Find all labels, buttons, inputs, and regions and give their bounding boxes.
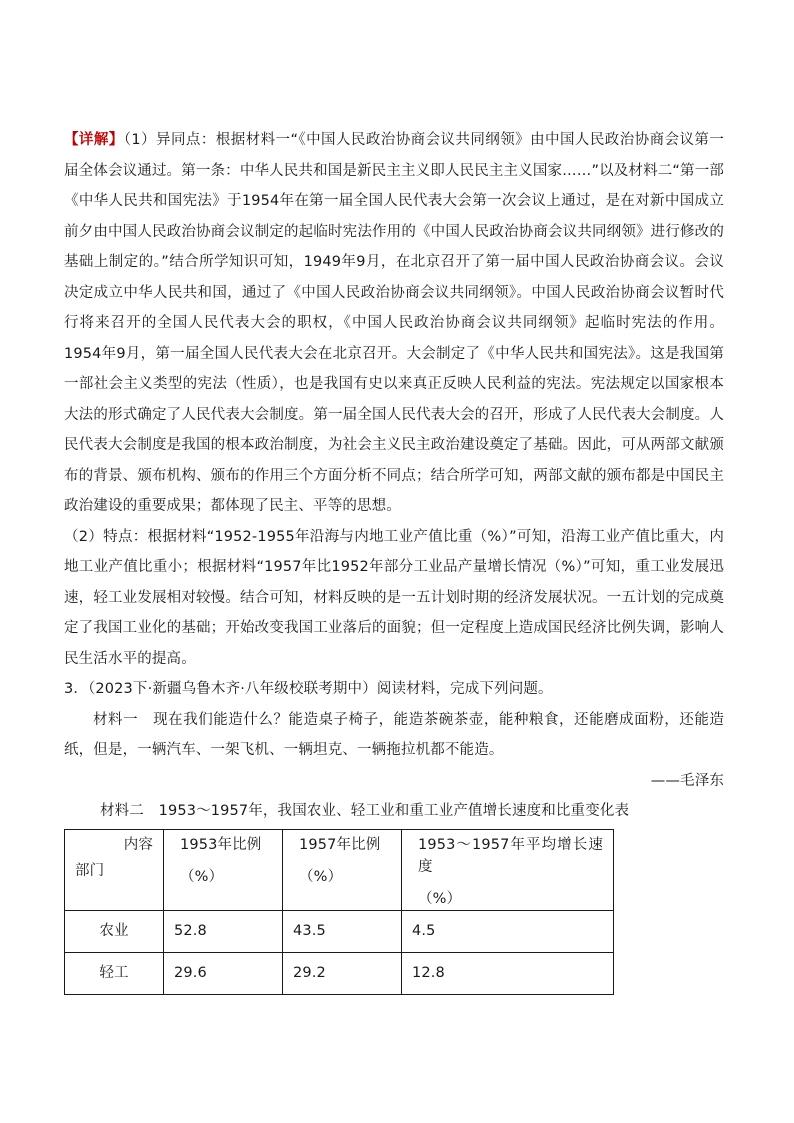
cell-1957: 29.2 [283, 952, 402, 994]
table-header-cell: 1953～1957年平均增长速度 （%） [402, 829, 614, 910]
question-header: 3．（2023下·新疆乌鲁木齐·八年级校联考期中）阅读材料，完成下列问题。 [64, 681, 553, 697]
answer-part1 [64, 125, 724, 522]
table-row [65, 952, 614, 994]
cell-growth: 12.8 [402, 952, 614, 994]
material2-caption: 材料二 1953～1957年，我国农业、轻工业和重工业产值增长速度和比重变化表 [100, 803, 630, 819]
page-content [64, 125, 724, 995]
cell-1953: 52.8 [164, 910, 283, 952]
answer-tag: 【详解】 [64, 132, 124, 148]
corner-sector-label: 部门 [75, 862, 105, 879]
table-row [65, 910, 614, 952]
corner-content-label: 内容 [123, 836, 153, 853]
material1-text: 材料一 现在我们能造什么？能造桌子椅子，能造茶碗茶壶，能种粮食，还能磨成面粉，还能造纸，但是，一辆汽车、一架飞机、一辆坦克、一辆拖拉机都不能造。 [64, 711, 724, 758]
table-header-cell: 1953年比例 （%） [164, 829, 283, 910]
answer-part1-text: （1）异同点：根据材料一“《中国人民政治协商会议共同纲领》由中国人民政治协商会议第一届全体会议通过。第一条：中华人民共和国是新民主主义即人民民主主义国家……”以及材料二“第一部《中华人民共和国宪法》于1954年在第一届全国人民代表大会第一次会议上通过，是在对新中国成立前夕由中国人民政治协商会议制定的起临时宪法作用的《中国人民政治协商会议共同纲领》进行修改的基础上制定的。”结合所学知识可知，1949年9月，在北京召开了第一届中国人民政治协商会议。会议决定成立中华人民共和国，通过了《中国人民政治协商会议共同纲领》。中国人民政治协商会议暂时代行将来召开的全国人民代表大会的职权，《中国人民政治协商会议共同纲领》起临时宪法的作用。1954年9月，第一届全国人民代表大会在北京召开。大会制定了《中华人民共和国宪法》。这是我国第一部社会主义类型的宪法（性质），也是我国有史以来真正反映人民利益的宪法。宪法规定以国家根本大法的形式确定了人民代表大会制度。第一届全国人民代表大会的召开，形成了人民代表大会制度。人民代表大会制度是我国的根本政治制度，为社会主义民主政治建设奠定了基础。因此，可从两部文献颁布的背景、颁布机构、颁布的作用三个方面分析不同点；结合所学可知，两部文献的颁布都是中国民主政治建设的重要成果；都体现了民主、平等的思想。 [64, 132, 724, 514]
row-label: 农业 [65, 910, 164, 952]
cell-1957: 43.5 [283, 910, 402, 952]
cell-1953: 29.6 [164, 952, 283, 994]
production-table [64, 829, 614, 995]
cell-growth: 4.5 [402, 910, 614, 952]
material1-signature: ——毛泽东 [650, 772, 724, 789]
table-header-row [65, 829, 614, 910]
row-label: 轻工 [65, 952, 164, 994]
answer-part2: （2）特点：根据材料“1952-1955年沿海与内地工业产值比重（%）”可知，沿海工业产值比重大，内地工业产值比重小；根据材料“1957年比1952年部分工业品产量增长情况（%）”可知，重工业发展迅速，轻工业发展相对较慢。结合可知，材料反映的是一五计划时期的经济发展状况。一五计划的完成奠定了我国工业化的基础；开始改变我国工业落后的面貌；但一定程度上造成国民经济比例失调，影响人民生活水平的提高。 [64, 528, 724, 667]
table-corner-cell [65, 829, 164, 910]
table-header-cell: 1957年比例 （%） [283, 829, 402, 910]
